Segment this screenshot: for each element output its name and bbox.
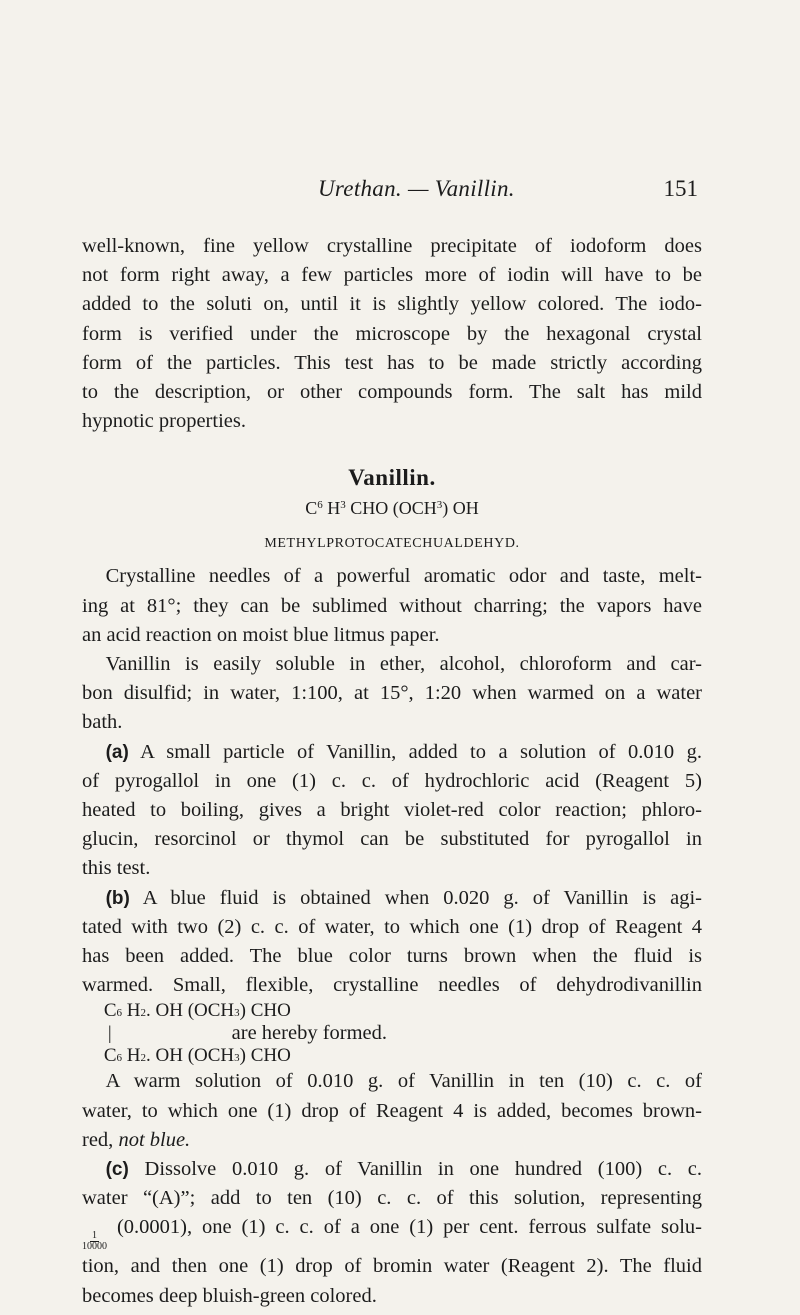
- structure-top-row: C 6 H 2 . OH (OCH 3 ) CHO: [103, 1000, 291, 1022]
- text-line: Vanillin is easily soluble in ether, alcohol, chloroform and car-: [105, 653, 702, 676]
- synonym-heading: METHYLPROTOCATECHUALDEHYD.: [264, 536, 520, 552]
- text-line: water, to which one (1) drop of Reagent 4 is added, becomes brown-: [82, 1099, 702, 1122]
- test-b-paragraph: [82, 884, 702, 1001]
- text-line: glucin, resorcinol or thymol can be substituted for pyrogallol in: [82, 828, 702, 851]
- page-number: 151: [663, 176, 698, 201]
- solubility-paragraph: [82, 650, 702, 738]
- text-line: ing at 81°; they can be sublimed without charring; the vapors have: [82, 594, 702, 617]
- intro-paragraph: [82, 232, 702, 436]
- emphasis-text: not blue.: [118, 1128, 191, 1151]
- section-title: Vanillin.: [348, 465, 436, 491]
- text-line: warmed. Small, flexible, crystalline needles of dehydrodivanillin: [82, 974, 702, 997]
- text-line: (c) Dissolve 0.010 g. of Vanillin in one hundred (100) c. c.: [105, 1158, 703, 1181]
- text-line: to the description, or other compounds form. The salt has mild: [82, 381, 702, 404]
- text-line: added to the soluti on, until it is slightly yellow colored. The iodo-: [82, 293, 702, 316]
- text-line: heated to boiling, gives a bright violet-red color reaction; phloro-: [82, 799, 702, 822]
- text-line: $\frac{1}{10000}$ (0.0001), one (1) c. c. of a one (1) per cent. ferrous sulfate solu-: [82, 1216, 702, 1253]
- test-b-marker: (b): [105, 887, 130, 909]
- dehydrodivanillin-structure: [104, 1000, 702, 1067]
- text-line: an acid reaction on moist blue litmus paper.: [82, 623, 440, 646]
- fraction: $\frac{1}{10000}$: [82, 1230, 107, 1253]
- text-line: form is verified under the microscope by the hexagonal crystal: [82, 322, 702, 345]
- text-line: red, not blue.: [82, 1128, 191, 1151]
- text-line: bath.: [82, 711, 123, 734]
- text-line: hypnotic properties.: [82, 410, 246, 433]
- text-line: has been added. The blue color turns brown when the fluid is: [82, 945, 702, 968]
- test-b-continuation: [82, 1067, 702, 1155]
- test-a-marker: (a): [105, 741, 129, 763]
- chemical-formula: $C^6$ $H^3$ CHO (OCH$^3$) OH: [305, 498, 479, 519]
- text-line: not form right away, a few particles more of iodin will have to be: [82, 264, 702, 287]
- test-a-paragraph: [82, 738, 702, 884]
- text-line: (b) A blue fluid is obtained when 0.020 g. of Vanillin is agi-: [105, 886, 703, 909]
- page-body: [82, 232, 702, 1311]
- structure-bottom-row: C 6 H 2 . OH (OCH 3 ) CHO: [103, 1045, 291, 1067]
- text-line: tion, and then one (1) drop of bromin water (Reagent 2). The fluid: [82, 1255, 702, 1278]
- text-line: water “(A)”; add to ten (10) c. c. of this solution, representing: [82, 1187, 702, 1210]
- text-line: well-known, fine yellow crystalline precipitate of iodoform does: [82, 235, 702, 257]
- running-head: [0, 176, 800, 206]
- test-c-marker: (c): [105, 1159, 129, 1181]
- text-line: this test.: [82, 857, 151, 880]
- test-c-paragraph: [82, 1155, 702, 1311]
- text-line: A warm solution of 0.010 g. of Vanillin in ten (10) c. c. of: [105, 1070, 702, 1093]
- running-title: Urethan. — Vanillin.: [318, 176, 515, 201]
- text-line: bon disulfid; in water, 1:100, at 15°, 1:20 when warmed on a water: [82, 682, 702, 705]
- properties-paragraph: [82, 562, 702, 650]
- text-line: (a) A small particle of Vanillin, added to a solution of 0.010 g.: [105, 740, 702, 763]
- text-line: Crystalline needles of a powerful aromatic odor and taste, melt-: [105, 565, 702, 588]
- text-line: form of the particles. This test has to be made strictly according: [82, 351, 702, 374]
- text-line: of pyrogallol in one (1) c. c. of hydrochloric acid (Reagent 5): [82, 769, 702, 792]
- text-line: tated with two (2) c. c. of water, to which one (1) drop of Reagent 4: [82, 915, 702, 938]
- structure-caption: are hereby formed.: [231, 1022, 388, 1045]
- text-line: becomes deep bluish-green colored.: [82, 1284, 377, 1307]
- structure-middle-row: | are hereby formed.: [107, 1022, 388, 1045]
